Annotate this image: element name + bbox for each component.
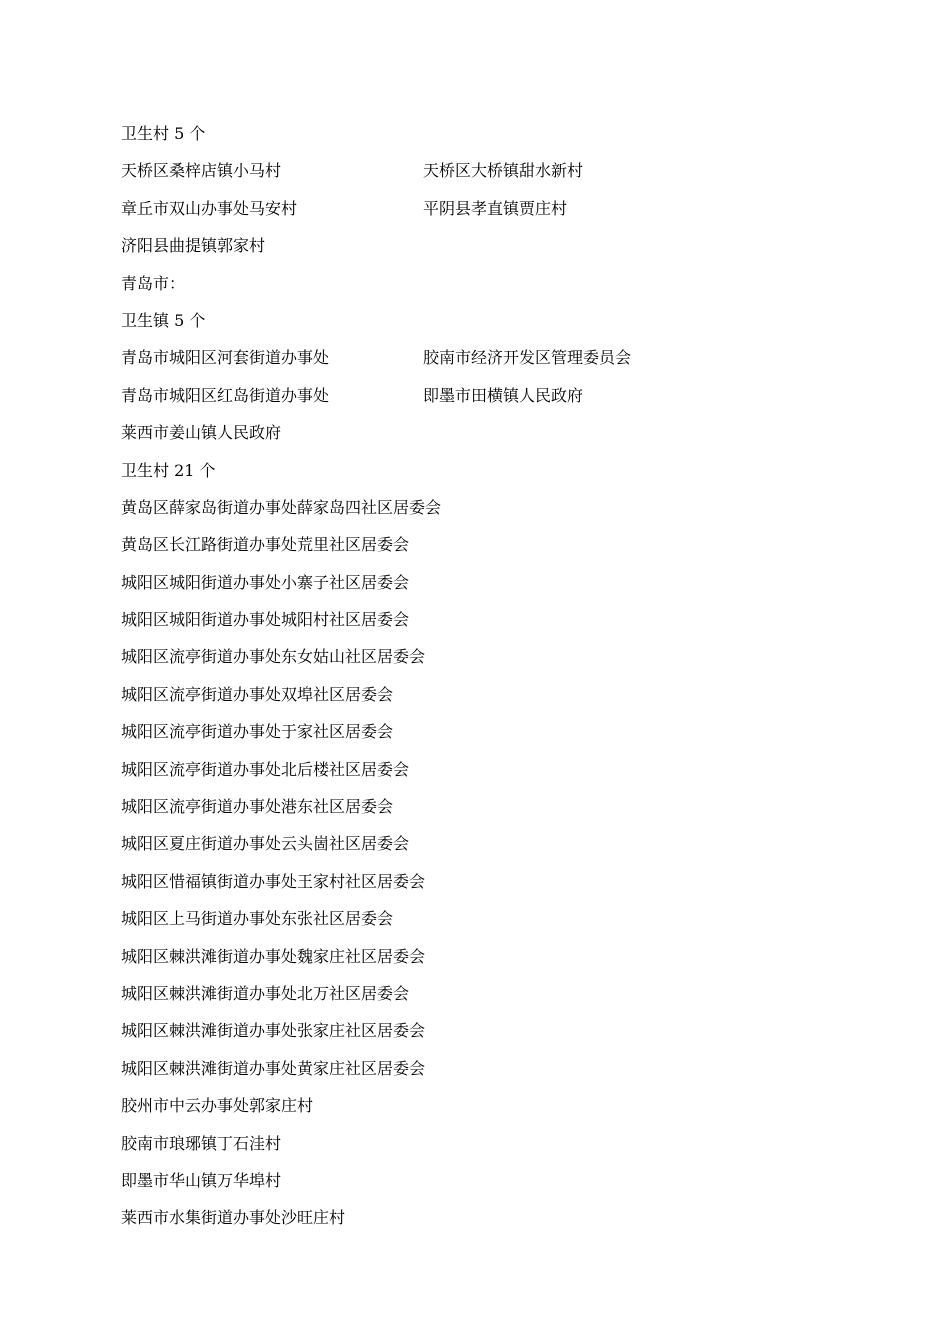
qingdao-village-item: 城阳区棘洪滩街道办事处魏家庄社区居委会: [121, 946, 426, 966]
qingdao-town-entry: 胶南市经济开发区管理委员会: [423, 348, 632, 368]
qingdao-village-item: 城阳区流亭街道办事处双埠社区居委会: [121, 684, 394, 704]
qingdao-town-row: [121, 420, 841, 457]
qingdao-towns-heading: 卫生镇 5 个: [121, 310, 206, 330]
qingdao-town-row: [121, 345, 841, 382]
qingdao-village-item: 胶州市中云办事处郭家庄村: [121, 1096, 314, 1116]
qingdao-village-item: 城阳区惜福镇街道办事处王家村社区居委会: [121, 871, 426, 891]
qingdao-village-item: 城阳区流亭街道办事处于家社区居委会: [121, 722, 394, 742]
qingdao-town-entry: [423, 420, 823, 457]
qingdao-village-item: 胶南市琅琊镇丁石洼村: [121, 1133, 282, 1153]
qingdao-village-item: 城阳区城阳街道办事处小寨子社区居委会: [121, 572, 410, 592]
jinan-village-row: [121, 196, 841, 233]
qingdao-town-row: [121, 383, 841, 420]
qingdao-village-item: 城阳区流亭街道办事处东女姑山社区居委会: [121, 647, 426, 667]
qingdao-village-item: 城阳区上马街道办事处东张社区居委会: [121, 909, 394, 929]
jinan-village-entry: 平阴县孝直镇贾庄村: [423, 198, 568, 218]
jinan-village-row: [121, 158, 841, 195]
qingdao-village-item: 莱西市水集街道办事处沙旺庄村: [121, 1208, 346, 1228]
qingdao-village-item: 城阳区流亭街道办事处港东社区居委会: [121, 797, 394, 817]
qingdao-village-item: 黄岛区薛家岛街道办事处薛家岛四社区居委会: [121, 497, 442, 517]
qingdao-town-entry: 即墨市田横镇人民政府: [423, 385, 584, 405]
jinan-village-entry: 章丘市双山办事处马安村: [121, 198, 298, 218]
qingdao-villages-heading: 卫生村 21 个: [121, 460, 216, 480]
qingdao-town-entry: 青岛市城阳区红岛街道办事处: [121, 385, 330, 405]
qingdao-village-item: 即墨市华山镇万华埠村: [121, 1170, 282, 1190]
qingdao-village-item: 黄岛区长江路街道办事处荒里社区居委会: [121, 535, 410, 555]
jinan-village-entry: [423, 233, 823, 270]
qingdao-village-item: 城阳区棘洪滩街道办事处张家庄社区居委会: [121, 1021, 426, 1041]
jinan-villages-heading: 卫生村 5 个: [121, 124, 206, 143]
qingdao-town-entry: 莱西市姜山镇人民政府: [121, 423, 282, 443]
document-page: [121, 121, 841, 1243]
qingdao-village-item: 城阳区城阳街道办事处城阳村社区居委会: [121, 610, 410, 630]
qingdao-village-item: 城阳区流亭街道办事处北后楼社区居委会: [121, 759, 410, 779]
qingdao-village-item: 城阳区夏庄街道办事处云头崮社区居委会: [121, 834, 410, 854]
qingdao-city-heading: 青岛市：: [121, 273, 186, 293]
qingdao-village-item: 城阳区棘洪滩街道办事处黄家庄社区居委会: [121, 1058, 426, 1078]
jinan-village-entry: 济阳县曲提镇郭家村: [121, 236, 266, 256]
jinan-village-entry: 天桥区大桥镇甜水新村: [423, 161, 584, 181]
qingdao-village-item: 城阳区棘洪滩街道办事处北万社区居委会: [121, 983, 410, 1003]
jinan-village-row: [121, 233, 841, 270]
qingdao-town-entry: 青岛市城阳区河套街道办事处: [121, 348, 330, 368]
jinan-village-entry: 天桥区桑梓店镇小马村: [121, 161, 282, 181]
